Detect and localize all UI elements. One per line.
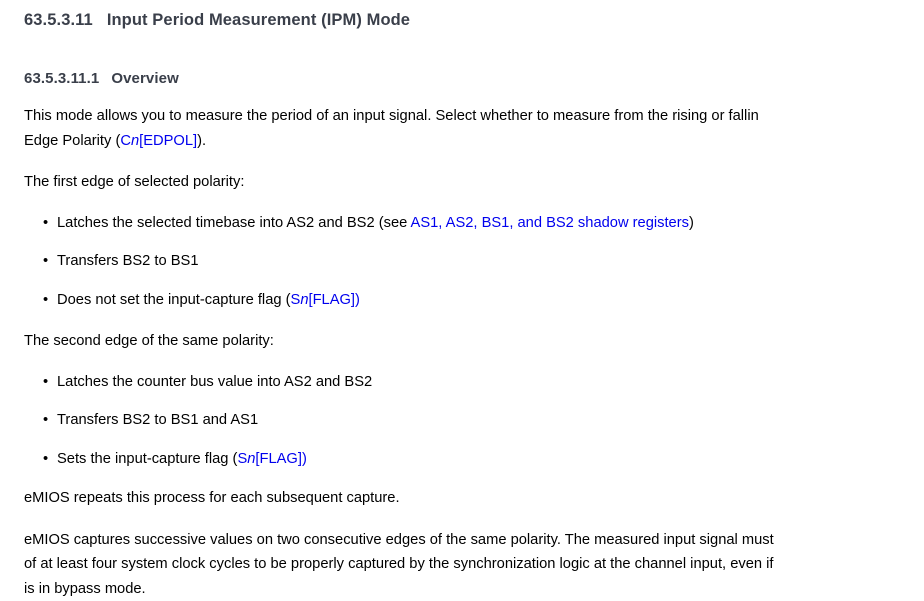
sn-flag-link-paren: ) bbox=[355, 292, 360, 308]
list-item bbox=[24, 288, 878, 313]
sn-flag-link-field: [FLAG] bbox=[255, 451, 302, 467]
sn-flag-link-s: S bbox=[291, 292, 301, 308]
section-heading-title: Input Period Measurement (IPM) Mode bbox=[107, 11, 410, 29]
subsection-heading-number: 63.5.3.11.1 bbox=[24, 70, 99, 87]
list-item-text: Sets the input-capture flag ( bbox=[57, 451, 237, 467]
final-line-3: is in bypass mode. bbox=[24, 581, 146, 597]
sn-flag-link[interactable] bbox=[291, 292, 360, 308]
bullet-marker-icon: • bbox=[43, 288, 48, 313]
intro-line-2-prefix: Edge Polarity ( bbox=[24, 133, 120, 149]
cn-edpol-link-field: [EDPOL] bbox=[139, 133, 197, 149]
sn-flag-link-paren: ) bbox=[302, 451, 307, 467]
intro-paragraph bbox=[24, 87, 924, 153]
bullet-marker-icon: • bbox=[43, 408, 48, 433]
sn-flag-link-n: n bbox=[300, 292, 308, 308]
list-item-text: Does not set the input-capture flag ( bbox=[57, 292, 291, 308]
bullet-marker-icon: • bbox=[43, 249, 48, 274]
list-item-text: Latches the selected timebase into AS2 and BS2 (see bbox=[57, 215, 411, 231]
sn-flag-link-n: n bbox=[247, 451, 255, 467]
second-edge-lead: The second edge of the same polarity: bbox=[24, 312, 924, 354]
cn-edpol-link-n: n bbox=[131, 133, 139, 149]
bullet-marker-icon: • bbox=[43, 370, 48, 395]
list-item-text: Transfers BS2 to BS1 and AS1 bbox=[57, 412, 258, 428]
list-item-text: Transfers BS2 to BS1 bbox=[57, 253, 199, 269]
section-heading-number: 63.5.3.11 bbox=[24, 11, 93, 29]
list-item-text: Latches the counter bus value into AS2 and BS2 bbox=[57, 374, 372, 390]
sn-flag-link-field: [FLAG] bbox=[308, 292, 355, 308]
final-line-2: of at least four system clock cycles to be properly captured by the synchronization logic at the channel input, even if bbox=[24, 556, 773, 572]
subsection-heading-title: Overview bbox=[111, 70, 179, 87]
section-heading bbox=[24, 0, 878, 30]
list-item bbox=[24, 211, 878, 236]
shadow-registers-link[interactable]: AS1, AS2, BS1, and BS2 shadow registers bbox=[411, 215, 689, 231]
final-line-1: eMIOS captures successive values on two consecutive edges of the same polarity. The measured input signal must bbox=[24, 532, 774, 548]
list-item bbox=[24, 370, 878, 395]
cn-edpol-link[interactable] bbox=[120, 133, 197, 149]
final-paragraph bbox=[24, 511, 924, 601]
subsection-heading bbox=[24, 30, 878, 87]
list-item bbox=[24, 249, 878, 274]
cn-edpol-link-c: C bbox=[120, 133, 131, 149]
first-edge-lead: The first edge of selected polarity: bbox=[24, 153, 924, 195]
bullet-marker-icon: • bbox=[43, 211, 48, 236]
repeats-paragraph: eMIOS repeats this process for each subsequent capture. bbox=[24, 471, 924, 511]
sn-flag-link[interactable] bbox=[237, 451, 306, 467]
bullet-marker-icon: • bbox=[43, 447, 48, 472]
list-item-text-after: ) bbox=[689, 215, 694, 231]
second-edge-bullet-list bbox=[24, 370, 878, 472]
intro-line-1: This mode allows you to measure the period of an input signal. Select whether to measure from the rising or fallin bbox=[24, 108, 759, 124]
list-item bbox=[24, 408, 878, 433]
first-edge-bullet-list bbox=[24, 211, 878, 313]
list-item bbox=[24, 447, 878, 472]
sn-flag-link-s: S bbox=[237, 451, 247, 467]
intro-line-2-suffix: ). bbox=[197, 133, 206, 149]
